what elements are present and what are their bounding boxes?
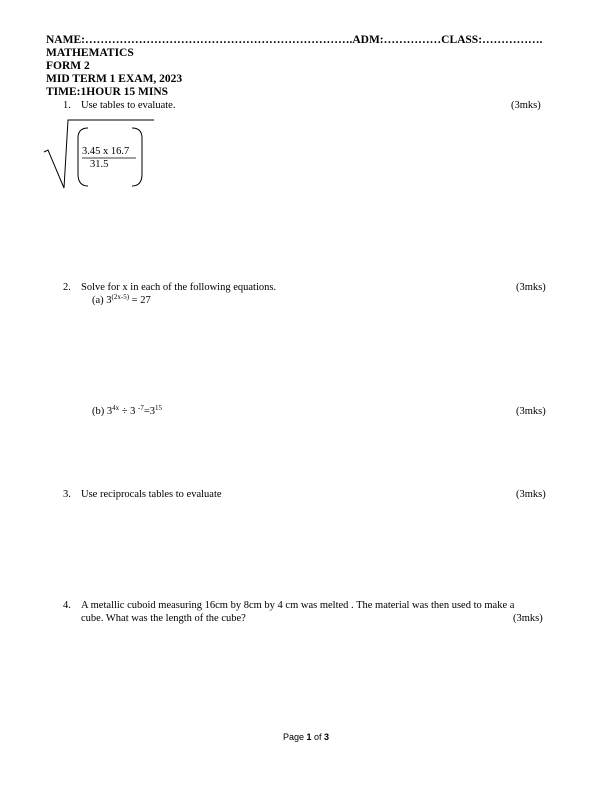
question-4-marks: (3mks) [513,613,543,624]
question-1-marks: (3mks) [511,100,541,111]
question-3-text: Use reciprocals tables to evaluate [81,489,222,500]
footer-of: of [311,732,325,742]
question-2b-marks: (3mks) [516,406,546,417]
page-footer [0,732,612,742]
part-a-base: 3 [106,295,112,306]
footer-prefix: Page [282,732,307,742]
fraction-numerator: 3.45 x 16.7 [82,146,130,157]
footer-page-number: 1 [306,732,312,742]
form-label: FORM 2 [46,60,90,72]
part-b-operator: ÷ 3 [119,406,139,417]
question-4-text-line-1: A metallic cuboid measuring 16cm by 8cm by 4 cm was melted . The material was then used to make a [81,600,515,611]
question-2-text: Solve for x in each of the following equations. [81,282,277,293]
part-b-exponent-3: 15 [155,404,163,412]
question-3-marks: (3mks) [516,489,546,500]
exam-title: MID TERM 1 EXAM, 2023 [46,73,183,85]
part-b-exponent-1: 4x [112,404,120,412]
question-4-number: 4. [63,600,71,611]
part-b-equals: =3 [143,406,156,417]
part-a-exponent: (2x-5) [111,293,130,301]
question-3-number: 3. [63,489,71,500]
part-a-label: (a) [92,295,104,306]
question-2a-equation [92,295,151,307]
question-2b-equation [92,406,162,418]
question-1-text: Use tables to evaluate. [81,100,176,111]
subject-title: MATHEMATICS [46,47,134,59]
part-b-exponent-2: -7 [138,404,144,412]
question-1-number: 1. [63,100,71,111]
question-4-text-line-2: cube. What was the length of the cube? [81,613,246,624]
right-parenthesis [132,128,142,186]
footer-total-pages: 3 [324,732,330,742]
part-b-base: 3 [106,406,113,417]
part-b-label: (b) [92,406,105,417]
part-a-rhs: = 27 [129,295,151,306]
name-adm-class-line: NAME:…………………………………………………………….ADM:……………CLASS:……………. [46,34,543,46]
question-2-marks: (3mks) [516,282,546,293]
fraction-denominator: 31.5 [90,159,109,170]
time-allowed: TIME:1HOUR 15 MINS [46,86,169,98]
question-2-number: 2. [63,282,71,293]
